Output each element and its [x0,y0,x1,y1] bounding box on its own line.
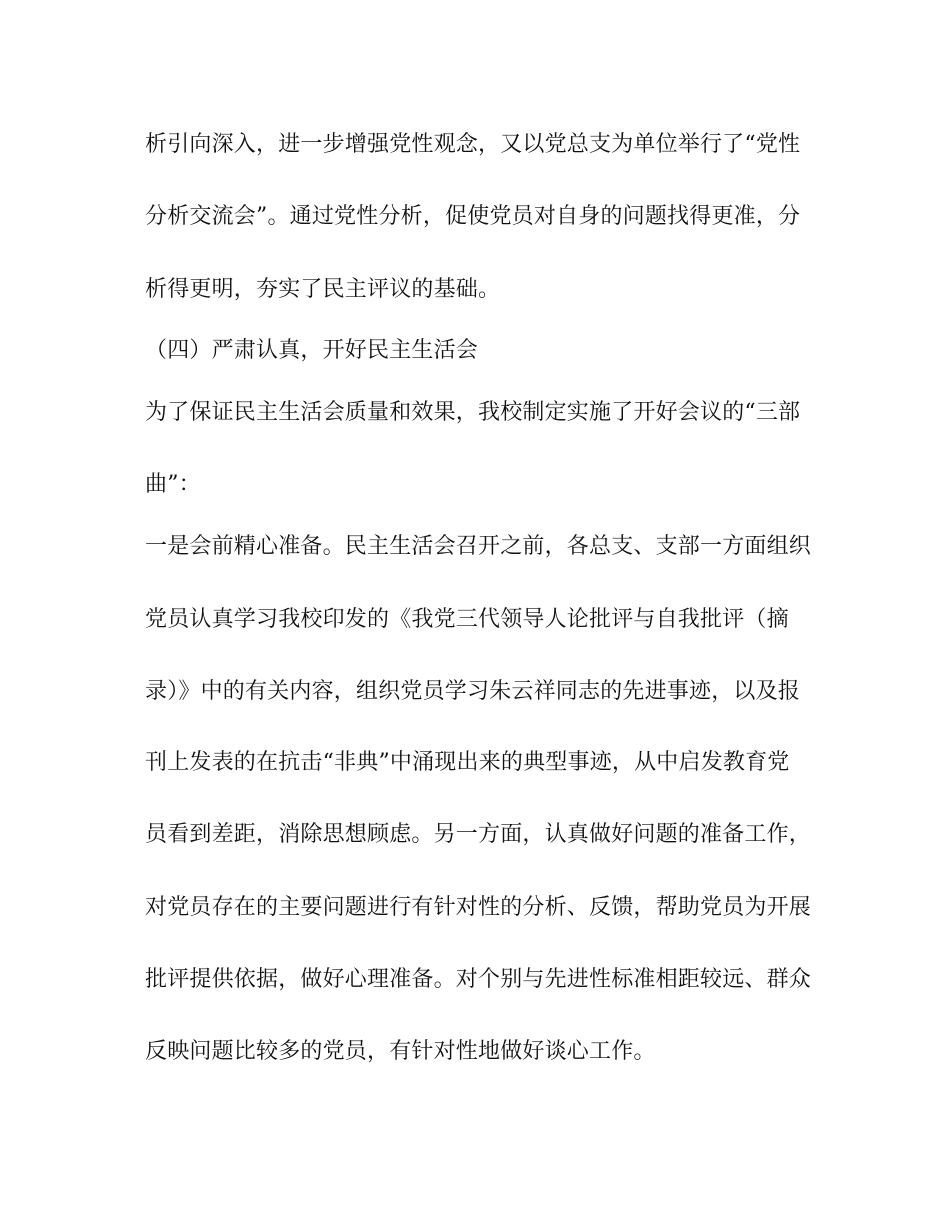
paragraph-line: 一是会前精心准备。民主生活会召开之前，各总支、支部一方面组织 [145,534,812,559]
paragraph-line: 析引向深入，进一步增强党性观念，又以党总支为单位举行了“党性 [145,132,801,157]
paragraph-line: 析得更明，夯实了民主评议的基础。 [145,277,501,302]
paragraph-line: 反映问题比较多的党员，有针对性地做好谈心工作。 [145,1039,656,1064]
paragraph-line: 刊上发表的在抗击“非典”中涌现出来的典型事迹，从中启发教育党 [145,750,790,775]
paragraph-line: 批评提供依据，做好心理准备。对个别与先进性标准相距较远、群众 [145,967,812,992]
section-heading: （四）严肃认真，开好民主生活会 [145,338,479,363]
paragraph-line: 党员认真学习我校印发的《我党三代领导人论批评与自我批评（摘 [145,607,789,632]
paragraph-line: 录）》中的有关内容，组织党员学习朱云祥同志的先进事迹，以及报 [145,679,801,704]
paragraph-line: 分析交流会”。通过党性分析，促使党员对自身的问题找得更准，分 [145,204,801,229]
paragraph-line: 为了保证民主生活会质量和效果，我校制定实施了开好会议的“三部 [145,400,801,425]
paragraph-line: 员看到差距，消除思想顾虑。另一方面，认真做好问题的准备工作， [145,822,812,847]
paragraph-line: 对党员存在的主要问题进行有针对性的分析、反馈，帮助党员为开展 [145,895,812,920]
paragraph-line: 曲”： [145,472,201,497]
